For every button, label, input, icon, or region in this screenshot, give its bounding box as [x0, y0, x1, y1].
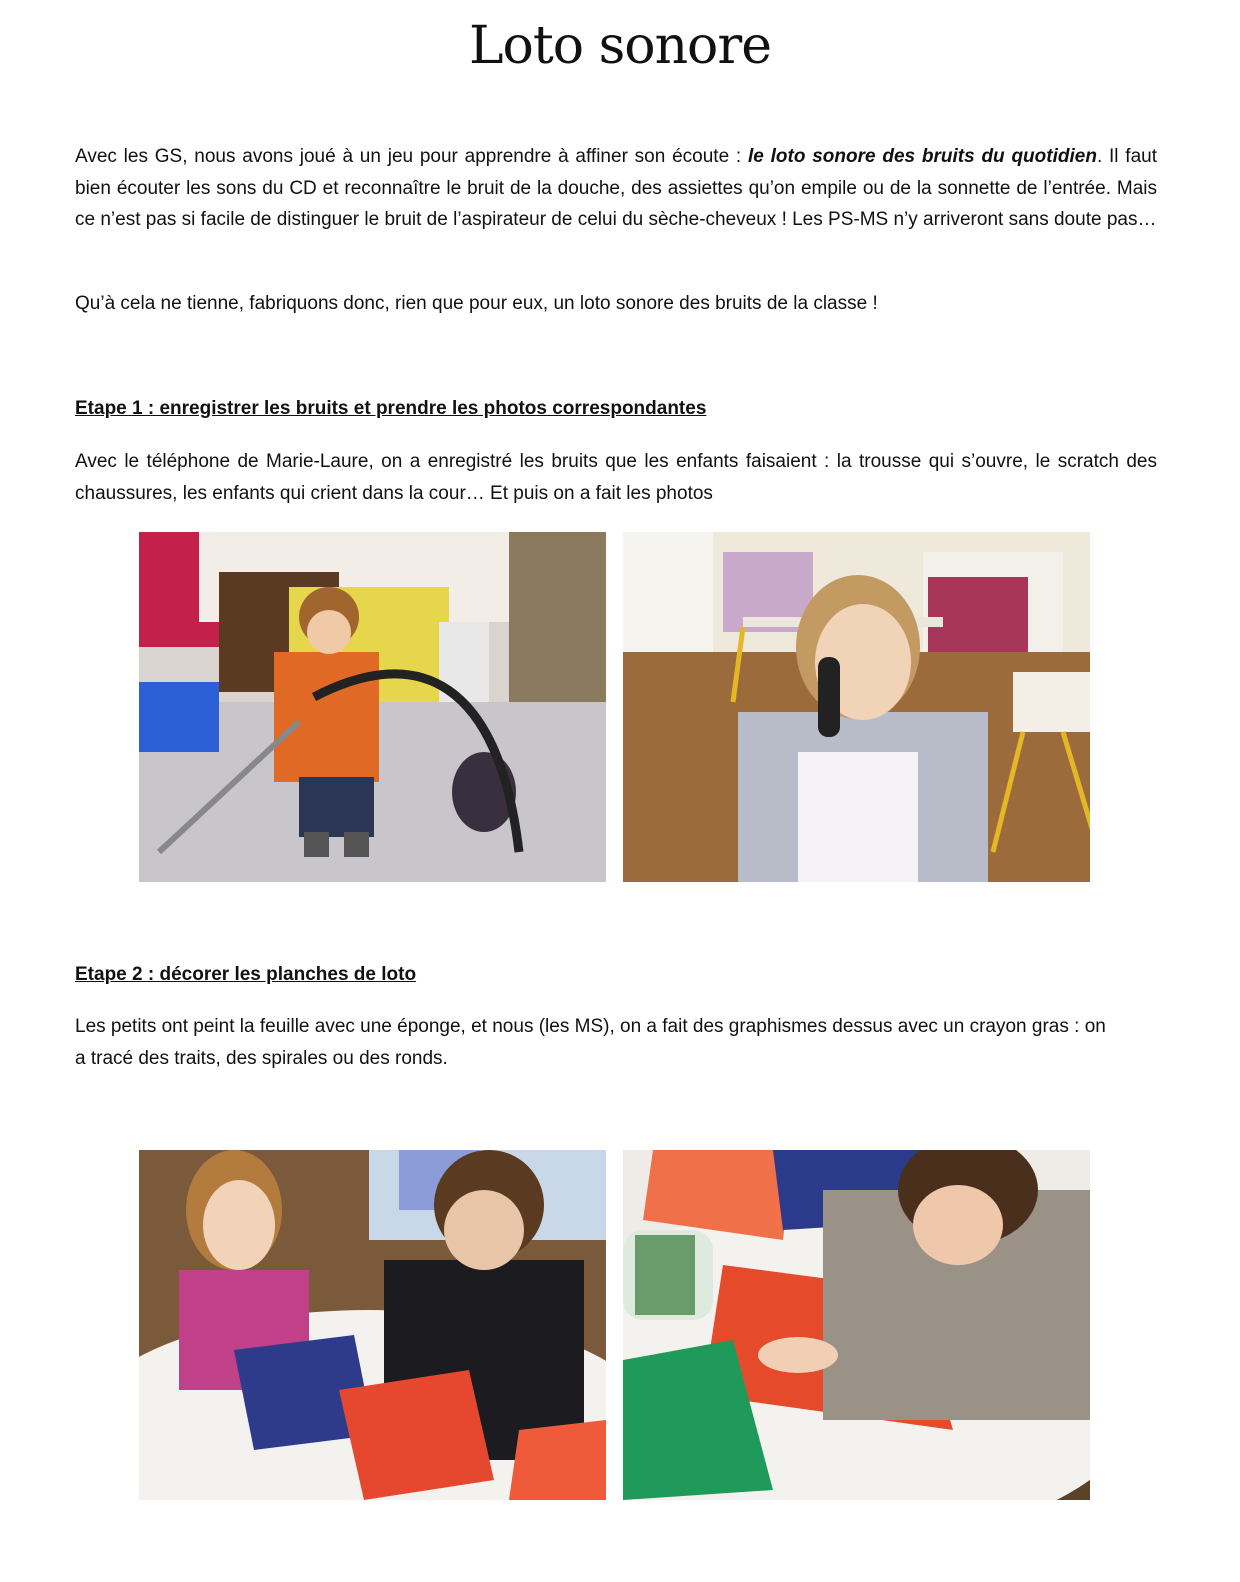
photo-child-vacuum	[139, 532, 606, 882]
intro-emphasis: le loto sonore des bruits du quotidien	[748, 146, 1097, 167]
intro-text-start: Avec les GS, nous avons joué à un jeu pour apprendre à affiner son écoute :	[75, 146, 748, 167]
step1-heading: Etape 1 : enregistrer les bruits et prendre les photos correspondantes	[75, 398, 707, 419]
step2-heading: Etape 2 : décorer les planches de loto	[75, 964, 417, 985]
photo-girl-telephone	[623, 532, 1090, 882]
intro-paragraph-2: Qu’à cela ne tienne, fabriquons donc, rien que pour eux, un loto sonore des bruits de la classe !	[75, 293, 878, 314]
photo-child-drawing	[623, 1150, 1090, 1500]
step1-paragraph: Avec le téléphone de Marie-Laure, on a enregistré les bruits que les enfants faisaient : la trousse qui s’ouvre, le scratch des chaussures, les enfants qui crient dans la cour… Et puis on a fait les photos	[75, 451, 1157, 504]
intro-text-end: . Il faut bien écouter les sons du CD et reconnaître le bruit de la douche, des assiettes qu’on empile ou de la sonnette de l’entrée. Mais ce n’est pas si facile de distinguer le bruit de l’aspirateur de celui du sèche-cheveux ! Les PS-MS n’y arriveront sans doute pas…	[75, 146, 1157, 230]
photo-children-decorating	[139, 1150, 606, 1500]
step2-paragraph: Les petits ont peint la feuille avec une éponge, et nous (les MS), on a fait des graphismes dessus avec un crayon gras : on a tracé des traits, des spirales ou des ronds.	[75, 1016, 1106, 1069]
intro-paragraph	[75, 141, 1157, 236]
page-title: Loto sonore	[469, 16, 771, 76]
